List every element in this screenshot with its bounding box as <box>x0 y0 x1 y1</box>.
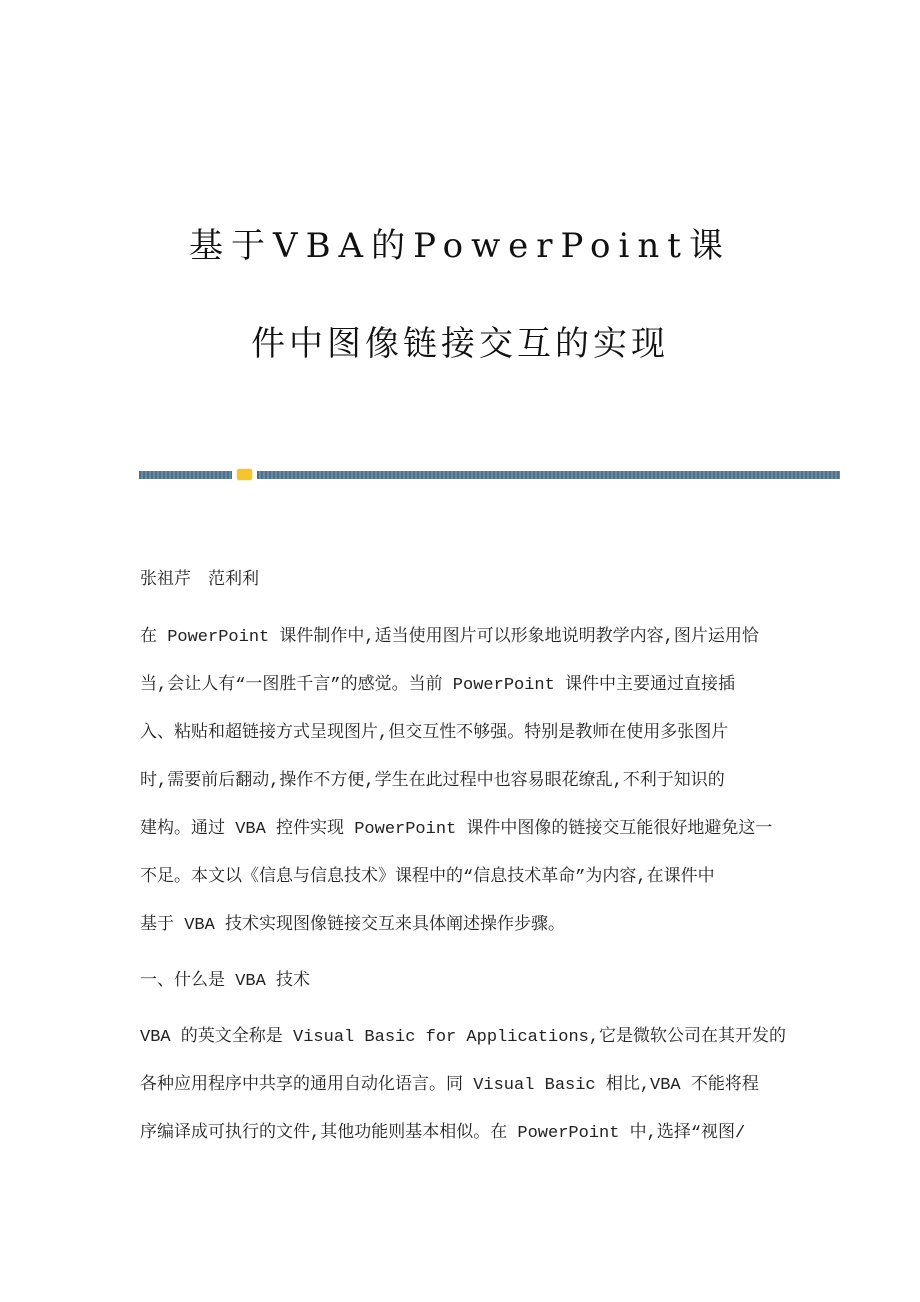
body-line: 当,会让人有“一图胜千言”的感觉。当前 PowerPoint 课件中主要通过直接插 <box>140 676 736 695</box>
document-title-line-2: 件中图像链接交互的实现 <box>251 324 669 364</box>
body-line: 建构。通过 VBA 控件实现 PowerPoint 课件中图像的链接交互能很好地避免这一 <box>140 820 773 839</box>
section-line: 序编译成可执行的文件,其他功能则基本相似。在 PowerPoint 中,选择“视图/ <box>140 1124 746 1143</box>
section-heading: 一、什么是 VBA 技术 <box>140 972 311 991</box>
divider-ornament-icon <box>237 469 252 480</box>
title-divider-right <box>257 471 840 479</box>
body-line: 时,需要前后翻动,操作不方便,学生在此过程中也容易眼花缭乱,不利于知识的 <box>140 772 725 791</box>
section-line: VBA 的英文全称是 Visual Basic for Applications,它是微软公司在其开发的 <box>140 1028 787 1047</box>
body-line: 不足。本文以《信息与信息技术》课程中的“信息技术革命”为内容,在课件中 <box>140 868 715 887</box>
body-line: 在 PowerPoint 课件制作中,适当使用图片可以形象地说明教学内容,图片运用恰 <box>140 628 759 647</box>
document-title-line-1: 基于VBA的PowerPoint课 <box>189 226 731 266</box>
body-line: 基于 VBA 技术实现图像链接交互来具体阐述操作步骤。 <box>140 916 566 935</box>
body-line: 入、粘贴和超链接方式呈现图片,但交互性不够强。特别是教师在使用多张图片 <box>140 724 729 743</box>
title-divider-left <box>139 471 232 479</box>
authors: 张祖芹 范利利 <box>140 571 259 590</box>
section-line: 各种应用程序中共享的通用自动化语言。同 Visual Basic 相比,VBA 不能将程 <box>140 1076 759 1095</box>
